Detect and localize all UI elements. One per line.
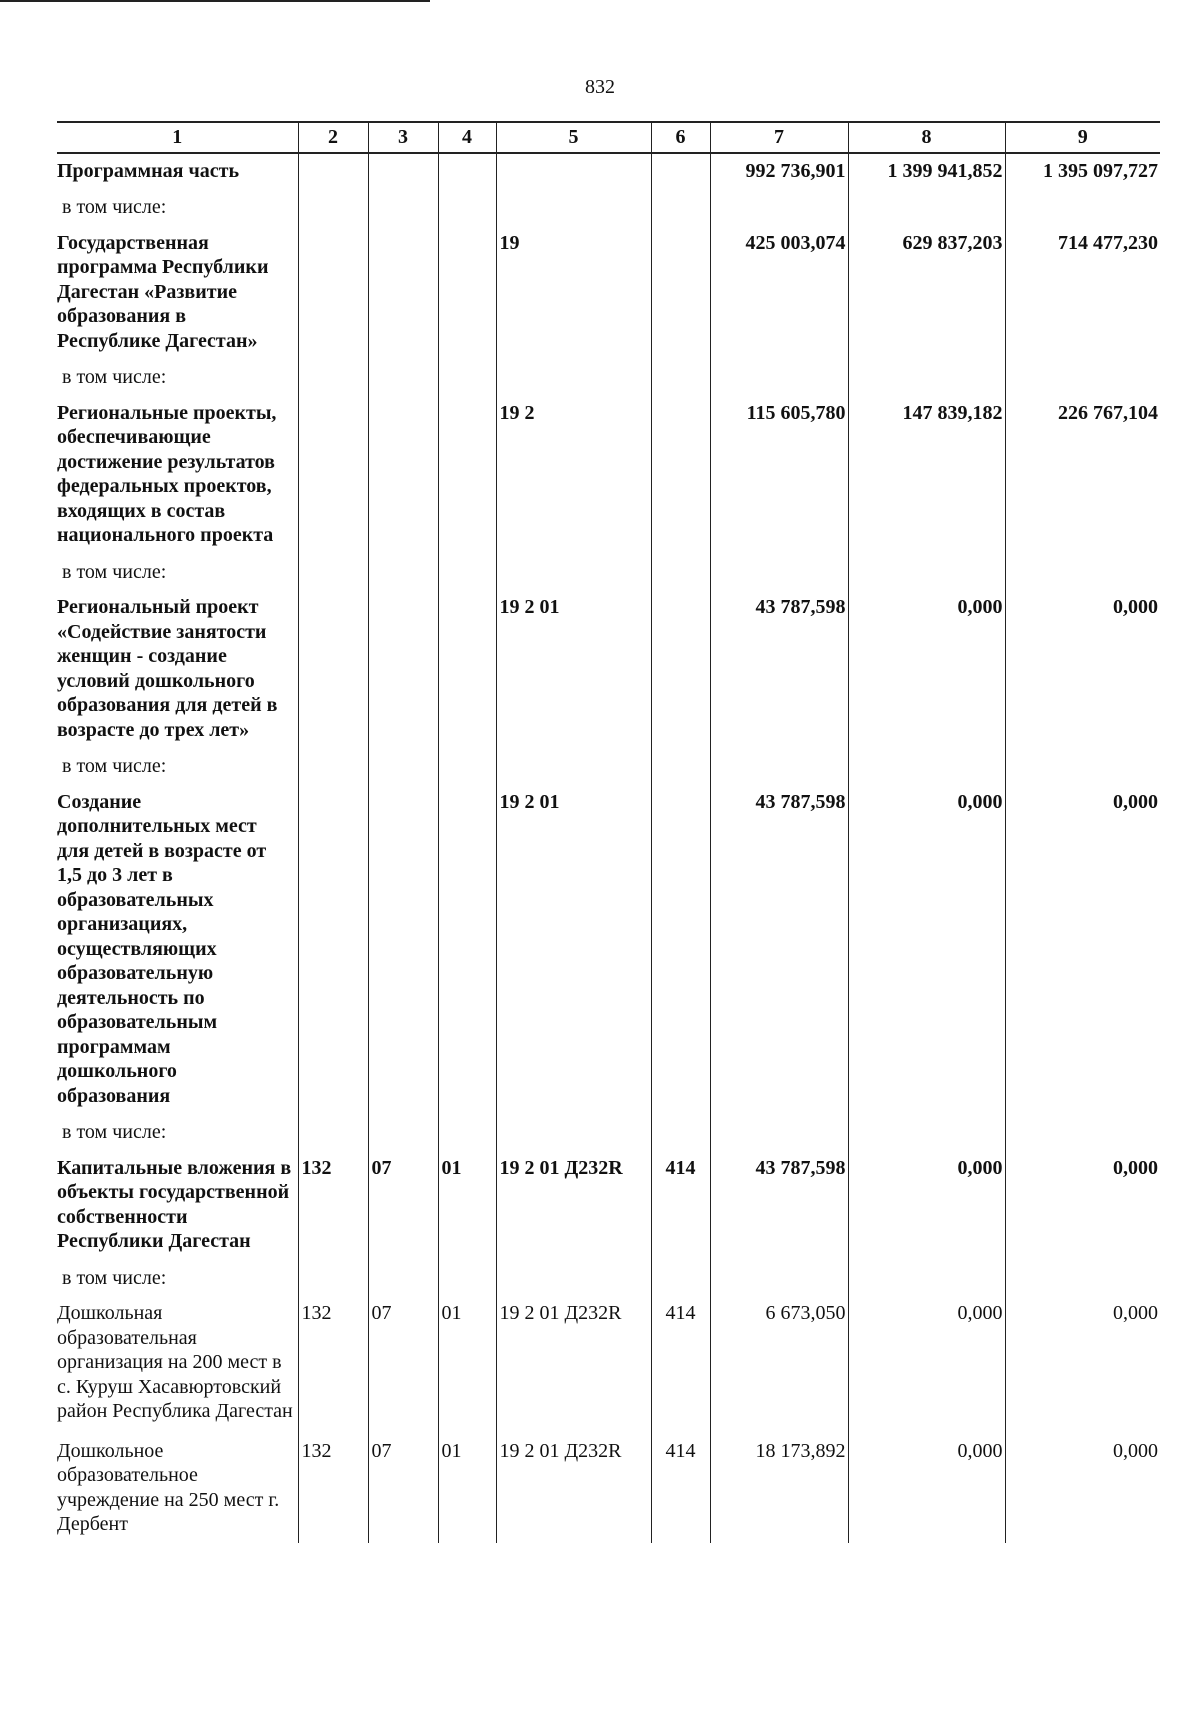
amount-col9-cell bbox=[1005, 193, 1160, 226]
table-row bbox=[57, 1296, 1160, 1434]
code-expense-type-cell bbox=[651, 153, 710, 194]
row-name-cell: Региональные проекты, обеспечивающие достижение результатов федеральных проектов, входящих в состав национального проекта bbox=[57, 401, 277, 546]
top-border-rule bbox=[0, 0, 430, 2]
amount-col8-cell: 0,000 bbox=[848, 785, 1005, 1119]
amount-col7-cell: 43 787,598 bbox=[710, 1151, 848, 1264]
column-header: 3 bbox=[368, 122, 438, 153]
amount-col7-cell bbox=[710, 558, 848, 591]
subheading-label: в том числе: bbox=[62, 755, 167, 777]
page-number: 832 bbox=[585, 76, 615, 98]
amount-col9-cell: 714 477,230 bbox=[1005, 226, 1160, 364]
code-section-cell bbox=[368, 590, 438, 752]
code-target-cell: 19 2 01 Д232R bbox=[496, 1296, 651, 1434]
code-ministry-cell bbox=[298, 785, 368, 1119]
code-section-cell bbox=[368, 363, 438, 396]
row-name-cell: Государственная программа Республики Дагестан «Развитие образования в Республике Дагестан» bbox=[57, 231, 269, 352]
code-section-cell: 07 bbox=[368, 1434, 438, 1543]
code-expense-type-cell bbox=[651, 785, 710, 1119]
code-target-cell bbox=[496, 752, 651, 785]
amount-col9-cell: 0,000 bbox=[1005, 785, 1160, 1119]
amount-col7-cell: 425 003,074 bbox=[710, 226, 848, 364]
subheading-row bbox=[57, 1264, 1160, 1297]
column-header: 9 bbox=[1005, 122, 1160, 153]
amount-col9-cell: 0,000 bbox=[1005, 1434, 1160, 1543]
code-ministry-cell bbox=[298, 558, 368, 591]
amount-col8-cell: 0,000 bbox=[848, 1296, 1005, 1434]
amount-col8-cell bbox=[848, 363, 1005, 396]
code-ministry-cell: 132 bbox=[298, 1151, 368, 1264]
code-ministry-cell bbox=[298, 1118, 368, 1151]
amount-col7-cell: 18 173,892 bbox=[710, 1434, 848, 1543]
code-expense-type-cell bbox=[651, 752, 710, 785]
amount-col9-cell: 1 395 097,727 bbox=[1005, 153, 1160, 194]
code-subsection-cell bbox=[438, 226, 496, 364]
amount-col8-cell bbox=[848, 1118, 1005, 1151]
table-row bbox=[57, 153, 1160, 194]
code-expense-type-cell bbox=[651, 226, 710, 364]
code-expense-type-cell bbox=[651, 558, 710, 591]
subheading-label: в том числе: bbox=[62, 196, 167, 218]
code-target-cell: 19 2 bbox=[496, 396, 651, 558]
column-header: 7 bbox=[710, 122, 848, 153]
code-ministry-cell bbox=[298, 590, 368, 752]
code-ministry-cell: 132 bbox=[298, 1434, 368, 1543]
amount-col8-cell: 0,000 bbox=[848, 1151, 1005, 1264]
amount-col7-cell: 115 605,780 bbox=[710, 396, 848, 558]
amount-col7-cell bbox=[710, 752, 848, 785]
code-subsection-cell bbox=[438, 193, 496, 226]
amount-col8-cell bbox=[848, 193, 1005, 226]
amount-col7-cell bbox=[710, 1118, 848, 1151]
code-subsection-cell bbox=[438, 785, 496, 1119]
code-ministry-cell bbox=[298, 1264, 368, 1297]
column-header: 2 bbox=[298, 122, 368, 153]
code-subsection-cell bbox=[438, 590, 496, 752]
code-target-cell bbox=[496, 558, 651, 591]
code-subsection-cell bbox=[438, 558, 496, 591]
amount-col8-cell: 629 837,203 bbox=[848, 226, 1005, 364]
amount-col9-cell: 0,000 bbox=[1005, 590, 1160, 752]
amount-col9-cell: 0,000 bbox=[1005, 1296, 1160, 1434]
code-target-cell bbox=[496, 1118, 651, 1151]
code-ministry-cell bbox=[298, 752, 368, 785]
header-row bbox=[57, 122, 1160, 153]
subheading-label: в том числе: bbox=[62, 1266, 167, 1289]
amount-col7-cell bbox=[710, 363, 848, 396]
code-expense-type-cell bbox=[651, 396, 710, 558]
code-subsection-cell bbox=[438, 396, 496, 558]
code-section-cell bbox=[368, 153, 438, 194]
row-name-cell: Программная часть bbox=[57, 159, 240, 182]
budget-table bbox=[57, 121, 1160, 1543]
amount-col8-cell bbox=[848, 558, 1005, 591]
code-section-cell bbox=[368, 396, 438, 558]
code-target-cell: 19 2 01 Д232R bbox=[496, 1434, 651, 1543]
subheading-row bbox=[57, 1118, 1160, 1151]
code-ministry-cell bbox=[298, 396, 368, 558]
code-expense-type-cell bbox=[651, 1264, 710, 1297]
code-target-cell bbox=[496, 193, 651, 226]
subheading-label: в том числе: bbox=[62, 560, 167, 583]
code-subsection-cell bbox=[438, 752, 496, 785]
table-body bbox=[57, 153, 1160, 1543]
code-target-cell: 19 2 01 bbox=[496, 590, 651, 752]
code-target-cell bbox=[496, 1264, 651, 1297]
amount-col7-cell: 43 787,598 bbox=[710, 785, 848, 1119]
code-ministry-cell bbox=[298, 363, 368, 396]
code-expense-type-cell bbox=[651, 1118, 710, 1151]
code-expense-type-cell: 414 bbox=[651, 1296, 710, 1434]
amount-col8-cell bbox=[848, 752, 1005, 785]
code-section-cell bbox=[368, 752, 438, 785]
code-target-cell: 19 2 01 bbox=[496, 785, 651, 1119]
table-row bbox=[57, 226, 1160, 364]
amount-col7-cell: 6 673,050 bbox=[710, 1296, 848, 1434]
column-header: 4 bbox=[438, 122, 496, 153]
column-header: 8 bbox=[848, 122, 1005, 153]
row-name-cell: Создание дополнительных мест для детей в возрасте от 1,5 до 3 лет в образовательных организациях, осуществляющих образовательную деятельность по образовательным программам дошкольного образования bbox=[57, 790, 267, 1107]
column-header: 1 bbox=[57, 122, 298, 153]
code-target-cell: 19 bbox=[496, 226, 651, 364]
table-row bbox=[57, 1151, 1160, 1264]
code-subsection-cell: 01 bbox=[438, 1296, 496, 1434]
row-name-cell: Региональный проект «Содействие занятости женщин - создание условий дошкольного образования для детей в возрасте до трех лет» bbox=[57, 596, 278, 741]
code-section-cell bbox=[368, 558, 438, 591]
subheading-row bbox=[57, 752, 1160, 785]
code-subsection-cell bbox=[438, 153, 496, 194]
amount-col8-cell: 0,000 bbox=[848, 590, 1005, 752]
code-section-cell: 07 bbox=[368, 1296, 438, 1434]
amount-col9-cell bbox=[1005, 558, 1160, 591]
table-row bbox=[57, 785, 1160, 1119]
amount-col8-cell: 0,000 bbox=[848, 1434, 1005, 1543]
code-expense-type-cell bbox=[651, 193, 710, 226]
amount-col7-cell bbox=[710, 1264, 848, 1297]
column-header: 5 bbox=[496, 122, 651, 153]
code-target-cell bbox=[496, 153, 651, 194]
amount-col9-cell: 226 767,104 bbox=[1005, 396, 1160, 558]
amount-col9-cell bbox=[1005, 1264, 1160, 1297]
table-row bbox=[57, 1434, 1160, 1543]
amount-col8-cell bbox=[848, 1264, 1005, 1297]
amount-col9-cell: 0,000 bbox=[1005, 1151, 1160, 1264]
code-ministry-cell bbox=[298, 153, 368, 194]
code-target-cell: 19 2 01 Д232R bbox=[496, 1151, 651, 1264]
code-section-cell: 07 bbox=[368, 1151, 438, 1264]
amount-col9-cell bbox=[1005, 1118, 1160, 1151]
code-expense-type-cell bbox=[651, 363, 710, 396]
table-row bbox=[57, 590, 1160, 752]
row-name-cell: Капитальные вложения в объекты государственной собственности Республики Дагестан bbox=[57, 1156, 292, 1252]
table-row bbox=[57, 396, 1160, 558]
code-ministry-cell bbox=[298, 226, 368, 364]
amount-col9-cell bbox=[1005, 752, 1160, 785]
code-section-cell bbox=[368, 193, 438, 226]
row-name-cell: Дошкольное образовательное учреждение на 250 мест г. Дербент bbox=[57, 1439, 280, 1535]
column-header: 6 bbox=[651, 122, 710, 153]
code-target-cell bbox=[496, 363, 651, 396]
subheading-row bbox=[57, 363, 1160, 396]
subheading-row bbox=[57, 193, 1160, 226]
subheading-label: в том числе: bbox=[62, 1121, 167, 1143]
code-expense-type-cell: 414 bbox=[651, 1151, 710, 1264]
amount-col7-cell bbox=[710, 193, 848, 226]
row-name-cell: Дошкольная образовательная организация на 200 мест в с. Куруш Хасавюртовский район Республика Дагестан bbox=[57, 1302, 293, 1422]
code-subsection-cell bbox=[438, 1118, 496, 1151]
code-subsection-cell: 01 bbox=[438, 1434, 496, 1543]
code-section-cell bbox=[368, 226, 438, 364]
code-section-cell bbox=[368, 1264, 438, 1297]
code-subsection-cell bbox=[438, 1264, 496, 1297]
code-section-cell bbox=[368, 785, 438, 1119]
amount-col7-cell: 43 787,598 bbox=[710, 590, 848, 752]
amount-col7-cell: 992 736,901 bbox=[710, 153, 848, 194]
code-section-cell bbox=[368, 1118, 438, 1151]
code-expense-type-cell: 414 bbox=[651, 1434, 710, 1543]
amount-col8-cell: 1 399 941,852 bbox=[848, 153, 1005, 194]
subheading-label: в том числе: bbox=[62, 366, 167, 388]
amount-col8-cell: 147 839,182 bbox=[848, 396, 1005, 558]
code-ministry-cell bbox=[298, 193, 368, 226]
code-expense-type-cell bbox=[651, 590, 710, 752]
code-subsection-cell bbox=[438, 363, 496, 396]
code-subsection-cell: 01 bbox=[438, 1151, 496, 1264]
amount-col9-cell bbox=[1005, 363, 1160, 396]
code-ministry-cell: 132 bbox=[298, 1296, 368, 1434]
subheading-row bbox=[57, 558, 1160, 591]
